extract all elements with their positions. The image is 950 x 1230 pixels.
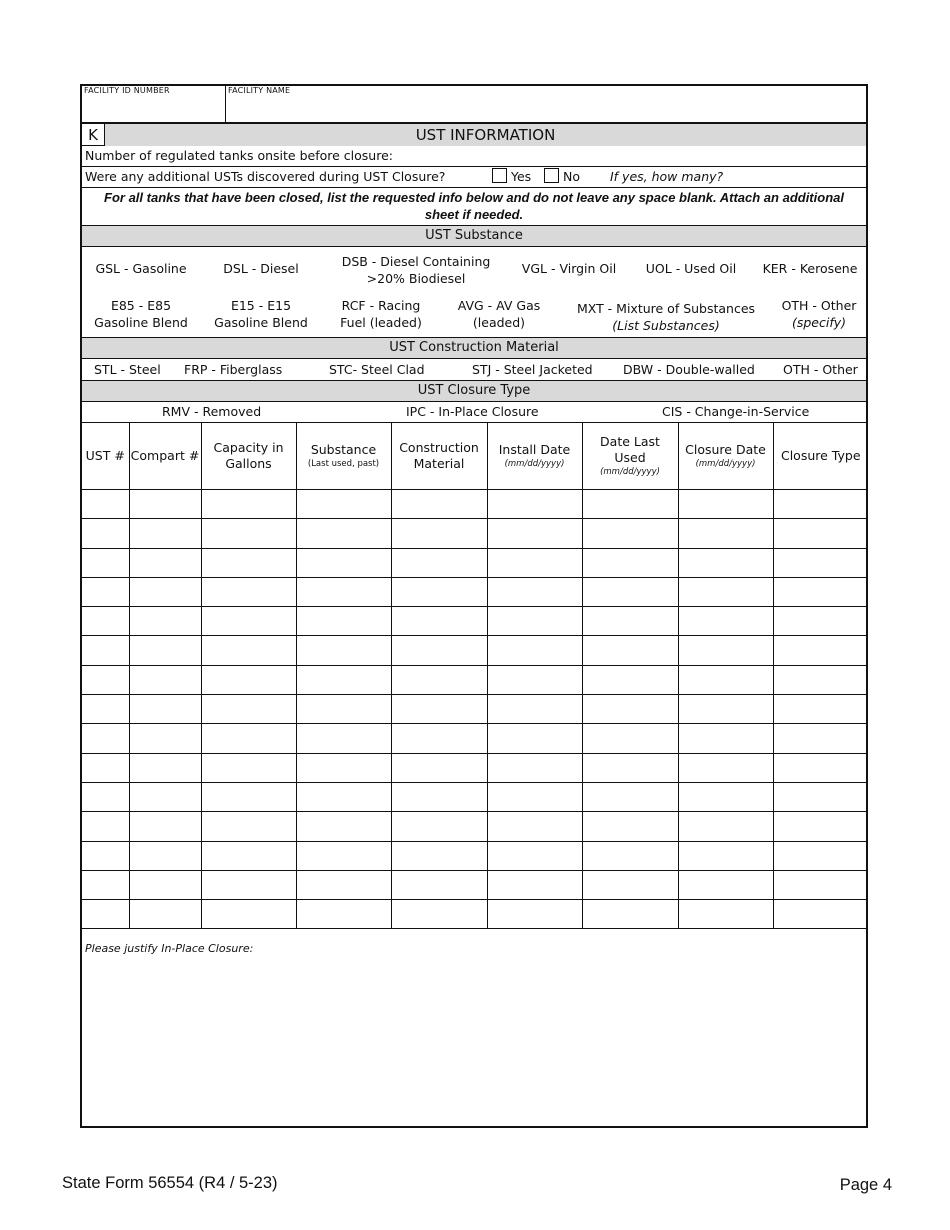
col-substance (296, 423, 391, 490)
table-cell[interactable] (129, 724, 201, 753)
table-cell[interactable] (487, 753, 582, 782)
table-cell[interactable] (678, 753, 773, 782)
col-date-last-used-label: Date Last Used (600, 434, 660, 465)
table-cell[interactable] (82, 548, 129, 577)
justify-label: Please justify In-Place Closure: (85, 942, 254, 955)
col-compartment-label: Compart # (130, 448, 200, 463)
table-cell[interactable] (678, 812, 773, 841)
tank-table (82, 423, 868, 929)
substance-dsb-line1: DSB - Diesel Containing (341, 254, 491, 269)
table-cell[interactable] (487, 812, 582, 841)
table-cell[interactable] (773, 812, 868, 841)
table-cell[interactable] (773, 548, 868, 577)
table-cell[interactable] (678, 900, 773, 929)
table-row (82, 490, 868, 519)
table-cell[interactable] (582, 900, 678, 929)
table-cell[interactable] (678, 841, 773, 870)
col-install-date-label: Install Date (498, 442, 571, 457)
table-cell[interactable] (678, 490, 773, 519)
table-cell[interactable] (296, 782, 391, 811)
material-dbw: DBW - Double-walled (623, 362, 755, 377)
table-cell[interactable] (582, 607, 678, 636)
table-cell[interactable] (296, 519, 391, 548)
table-cell[interactable] (773, 782, 868, 811)
substance-dsb (326, 253, 506, 287)
table-cell[interactable] (582, 782, 678, 811)
table-cell[interactable] (487, 665, 582, 694)
table-row (82, 519, 868, 548)
table-cell[interactable] (391, 519, 487, 548)
table-cell[interactable] (773, 900, 868, 929)
table-cell[interactable] (129, 695, 201, 724)
table-cell[interactable] (678, 548, 773, 577)
material-oth: OTH - Other (783, 362, 858, 377)
table-cell[interactable] (296, 636, 391, 665)
table-cell[interactable] (487, 519, 582, 548)
table-cell[interactable] (201, 695, 296, 724)
yes-label: Yes (511, 169, 532, 184)
substance-e15-line1: E15 - E15 (230, 298, 292, 313)
table-cell[interactable] (582, 870, 678, 899)
additional-usts-label: Were any additional USTs discovered during UST Closure? (85, 169, 446, 184)
col-substance-sub: (Last used, past) (307, 459, 380, 469)
table-cell[interactable] (773, 607, 868, 636)
substance-e85-line2: Gasoline Blend (94, 315, 188, 330)
col-closure-type-label: Closure Type (780, 448, 861, 463)
substance-ker: KER - Kerosene (762, 261, 858, 276)
table-cell[interactable] (678, 519, 773, 548)
col-date-last-used (582, 423, 678, 490)
table-cell[interactable] (678, 665, 773, 694)
table-cell[interactable] (129, 548, 201, 577)
table-cell[interactable] (487, 782, 582, 811)
table-cell[interactable] (129, 636, 201, 665)
table-cell[interactable] (201, 753, 296, 782)
table-cell[interactable] (129, 870, 201, 899)
section-letter: K (82, 124, 105, 146)
substance-codes (82, 247, 866, 338)
table-cell[interactable] (773, 636, 868, 665)
closure-cis: CIS - Change-in-Service (662, 404, 810, 419)
table-cell[interactable] (391, 695, 487, 724)
table-cell[interactable] (773, 490, 868, 519)
table-cell[interactable] (201, 870, 296, 899)
col-ust-number (82, 423, 129, 490)
table-cell[interactable] (678, 577, 773, 606)
col-substance-label: Substance (310, 442, 377, 457)
table-cell[interactable] (296, 812, 391, 841)
substance-e15-line2: Gasoline Blend (214, 315, 308, 330)
table-row (82, 782, 868, 811)
table-cell[interactable] (82, 665, 129, 694)
col-closure-type (773, 423, 868, 490)
table-row (82, 724, 868, 753)
table-cell[interactable] (201, 519, 296, 548)
table-cell[interactable] (296, 665, 391, 694)
table-cell[interactable] (391, 665, 487, 694)
table-cell[interactable] (201, 782, 296, 811)
material-stc: STC- Steel Clad (329, 362, 425, 377)
table-cell[interactable] (773, 519, 868, 548)
table-cell[interactable] (82, 724, 129, 753)
table-cell[interactable] (773, 841, 868, 870)
col-construction-label: Construction Material (399, 440, 479, 471)
table-row (82, 900, 868, 929)
substance-oth-line2: (specify) (791, 315, 847, 330)
col-closure-date-label: Closure Date (685, 442, 766, 457)
table-cell[interactable] (582, 548, 678, 577)
table-cell[interactable] (773, 695, 868, 724)
table-cell[interactable] (129, 900, 201, 929)
substance-rcf-line2: Fuel (leaded) (340, 315, 422, 330)
no-checkbox[interactable] (544, 168, 559, 183)
substance-rcf-line1: RCF - Racing (341, 298, 421, 313)
closure-header: UST Closure Type (82, 381, 866, 402)
substance-oth-line1: OTH - Other (781, 298, 857, 313)
table-cell[interactable] (678, 636, 773, 665)
table-row (82, 841, 868, 870)
table-cell[interactable] (678, 782, 773, 811)
table-cell[interactable] (391, 636, 487, 665)
table-cell[interactable] (582, 724, 678, 753)
facility-name-label: FACILITY NAME (228, 86, 291, 95)
table-cell[interactable] (296, 753, 391, 782)
table-cell[interactable] (487, 900, 582, 929)
table-cell[interactable] (129, 490, 201, 519)
table-cell[interactable] (391, 607, 487, 636)
table-cell[interactable] (129, 753, 201, 782)
table-row (82, 812, 868, 841)
facility-row (82, 86, 866, 123)
table-cell[interactable] (391, 812, 487, 841)
table-row (82, 636, 868, 665)
table-cell[interactable] (773, 870, 868, 899)
table-cell[interactable] (678, 870, 773, 899)
col-construction (391, 423, 487, 490)
substance-mxt-line2: (List Substances) (612, 318, 720, 333)
page-number: Page 4 (839, 1176, 892, 1194)
table-cell[interactable] (582, 490, 678, 519)
facility-id-field[interactable] (82, 86, 226, 122)
table-cell[interactable] (82, 636, 129, 665)
closure-ipc: IPC - In-Place Closure (406, 404, 539, 419)
table-cell[interactable] (201, 841, 296, 870)
substance-e15 (206, 297, 316, 331)
table-cell[interactable] (487, 607, 582, 636)
table-row (82, 695, 868, 724)
how-many-label: If yes, how many? (610, 169, 724, 184)
facility-id-label: FACILITY ID NUMBER (84, 86, 170, 95)
table-cell[interactable] (129, 841, 201, 870)
table-cell[interactable] (129, 519, 201, 548)
table-cell[interactable] (582, 665, 678, 694)
col-closure-date-sub: (mm/dd/yyyy) (695, 459, 756, 469)
table-cell[interactable] (391, 490, 487, 519)
table-row (82, 577, 868, 606)
substance-e85 (86, 297, 196, 331)
table-cell[interactable] (773, 665, 868, 694)
table-cell[interactable] (391, 577, 487, 606)
table-cell[interactable] (582, 753, 678, 782)
col-date-last-used-sub: (mm/dd/yyyy) (600, 467, 660, 477)
table-cell[interactable] (82, 607, 129, 636)
table-cell[interactable] (391, 548, 487, 577)
table-cell[interactable] (82, 782, 129, 811)
table-cell[interactable] (82, 812, 129, 841)
substance-dsl: DSL - Diesel (223, 261, 299, 276)
table-cell[interactable] (82, 695, 129, 724)
table-cell[interactable] (82, 577, 129, 606)
yes-option[interactable] (492, 167, 531, 187)
table-cell[interactable] (201, 665, 296, 694)
substance-gsl: GSL - Gasoline (95, 261, 187, 276)
table-cell[interactable] (773, 577, 868, 606)
table-cell[interactable] (391, 753, 487, 782)
table-row (82, 753, 868, 782)
table-cell[interactable] (296, 607, 391, 636)
table-cell[interactable] (391, 870, 487, 899)
col-capacity (201, 423, 296, 490)
table-cell[interactable] (296, 577, 391, 606)
substance-dsb-line2: >20% Biodiesel (366, 271, 466, 286)
table-cell[interactable] (201, 548, 296, 577)
form-id: State Form 56554 (R4 / 5-23) (62, 1174, 278, 1192)
table-cell[interactable] (487, 490, 582, 519)
material-stj: STJ - Steel Jacketed (472, 362, 593, 377)
table-cell[interactable] (201, 577, 296, 606)
col-closure-date (678, 423, 773, 490)
table-row (82, 665, 868, 694)
table-cell[interactable] (129, 812, 201, 841)
additional-usts-row (82, 167, 866, 188)
table-cell[interactable] (296, 870, 391, 899)
table-cell[interactable] (201, 812, 296, 841)
substance-avg-line2: (leaded) (472, 315, 526, 330)
material-codes (82, 359, 866, 381)
table-cell[interactable] (129, 782, 201, 811)
yes-checkbox[interactable] (492, 168, 507, 183)
col-install-date-sub: (mm/dd/yyyy) (504, 459, 565, 469)
table-row (82, 870, 868, 899)
substance-avg (444, 297, 554, 331)
closure-codes (82, 402, 866, 423)
col-capacity-label: Capacity in Gallons (213, 440, 284, 471)
table-cell[interactable] (201, 724, 296, 753)
regulated-tanks-row[interactable] (82, 146, 866, 167)
closure-rmv: RMV - Removed (162, 404, 262, 419)
table-cell[interactable] (487, 841, 582, 870)
justify-field[interactable] (82, 940, 868, 1128)
material-header: UST Construction Material (82, 338, 866, 359)
regulated-tanks-label: Number of regulated tanks onsite before closure: (85, 148, 393, 163)
table-cell[interactable] (296, 695, 391, 724)
section-title: UST INFORMATION (105, 124, 866, 146)
table-cell[interactable] (582, 841, 678, 870)
table-cell[interactable] (201, 607, 296, 636)
table-cell[interactable] (82, 519, 129, 548)
table-cell[interactable] (296, 548, 391, 577)
substance-mxt-line1: MXT - Mixture of Substances (576, 301, 756, 316)
substance-e85-line1: E85 - E85 (110, 298, 172, 313)
table-cell[interactable] (296, 841, 391, 870)
table-cell[interactable] (582, 636, 678, 665)
substance-oth (770, 297, 868, 331)
table-cell[interactable] (296, 724, 391, 753)
substance-uol: UOL - Used Oil (645, 261, 737, 276)
table-cell[interactable] (487, 577, 582, 606)
table-cell[interactable] (391, 900, 487, 929)
table-cell[interactable] (296, 900, 391, 929)
ust-information-form (80, 84, 868, 1128)
table-cell[interactable] (296, 490, 391, 519)
table-cell[interactable] (487, 724, 582, 753)
table-cell[interactable] (582, 577, 678, 606)
table-cell[interactable] (678, 724, 773, 753)
table-cell[interactable] (582, 812, 678, 841)
table-cell[interactable] (82, 490, 129, 519)
table-cell[interactable] (487, 695, 582, 724)
section-header (82, 123, 866, 146)
table-row (82, 607, 868, 636)
table-cell[interactable] (391, 782, 487, 811)
substance-rcf (326, 297, 436, 331)
table-cell[interactable] (773, 724, 868, 753)
table-cell[interactable] (487, 548, 582, 577)
substance-mxt (566, 300, 766, 334)
instruction-text: For all tanks that have been closed, list the requested info below and do not leave any space blank. Attach an additional sheet if needed. (82, 188, 866, 226)
table-body (82, 490, 868, 929)
table-cell[interactable] (582, 695, 678, 724)
table-cell[interactable] (678, 695, 773, 724)
table-cell[interactable] (678, 607, 773, 636)
no-label: No (563, 169, 580, 184)
table-cell[interactable] (391, 841, 487, 870)
table-cell[interactable] (82, 900, 129, 929)
table-cell[interactable] (129, 577, 201, 606)
table-cell[interactable] (129, 607, 201, 636)
table-cell[interactable] (201, 900, 296, 929)
table-row (82, 548, 868, 577)
col-ust-number-label: UST # (85, 448, 125, 463)
substance-header: UST Substance (82, 226, 866, 247)
table-cell[interactable] (201, 490, 296, 519)
no-option[interactable] (544, 167, 580, 187)
table-cell[interactable] (773, 753, 868, 782)
table-cell[interactable] (82, 841, 129, 870)
table-cell[interactable] (82, 753, 129, 782)
material-stl: STL - Steel (94, 362, 161, 377)
material-frp: FRP - Fiberglass (184, 362, 283, 377)
facility-name-field[interactable] (226, 86, 868, 122)
table-cell[interactable] (82, 870, 129, 899)
substance-vgl: VGL - Virgin Oil (521, 261, 617, 276)
table-cell[interactable] (487, 870, 582, 899)
table-cell[interactable] (129, 665, 201, 694)
table-cell[interactable] (487, 636, 582, 665)
table-cell[interactable] (391, 724, 487, 753)
table-cell[interactable] (201, 636, 296, 665)
substance-avg-line1: AVG - AV Gas (457, 298, 541, 313)
col-install-date (487, 423, 582, 490)
col-compartment (129, 423, 201, 490)
table-header-row (82, 423, 868, 490)
table-cell[interactable] (582, 519, 678, 548)
